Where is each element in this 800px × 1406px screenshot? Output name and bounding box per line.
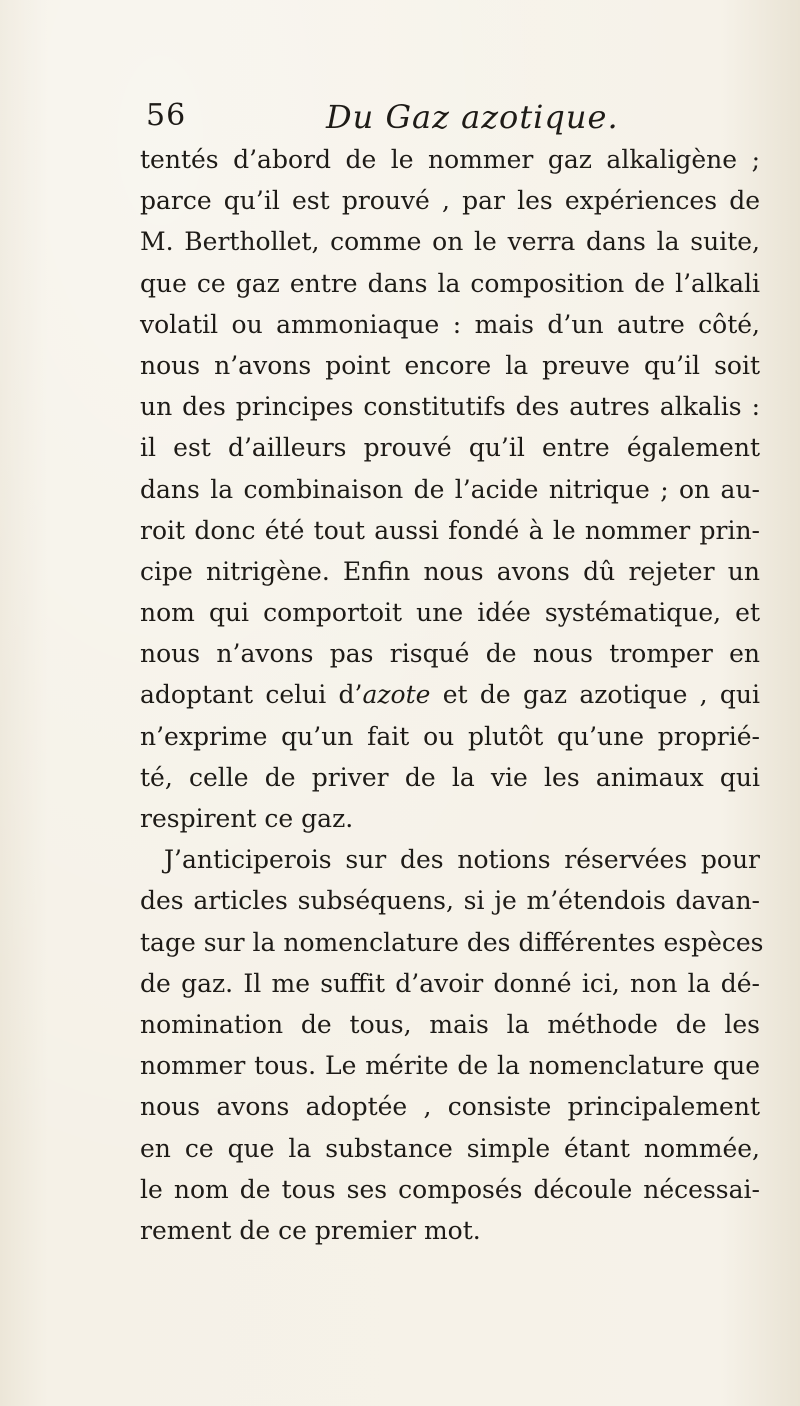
- text-line: té, celle de priver de la vie les animaux qui: [140, 762, 760, 792]
- text-line: volatil ou ammoniaque : mais d’un autre côté,: [140, 309, 760, 339]
- page-number: 56: [146, 98, 187, 133]
- text-line: respirent ce gaz.: [140, 804, 354, 833]
- paragraph-start-line: J’anticiperois sur des notions réservées pour: [164, 845, 760, 875]
- text-line: tentés d’abord de le nommer gaz alkaligène ;: [140, 145, 760, 174]
- text-line: nous avons adoptée , consiste principalement: [140, 1092, 760, 1122]
- text-line: roit donc été tout aussi fondé à le nommer prin-: [140, 515, 760, 545]
- text-line: que ce gaz entre dans la composition de l’alkali: [140, 268, 760, 298]
- text-segment: et de gaz azotique , qui: [430, 680, 761, 710]
- text-line: nom qui comportoit une idée systématique, et: [140, 598, 760, 628]
- text-line: le nom de tous ses composés découle nécessai-: [140, 1174, 760, 1204]
- body-text: [140, 139, 764, 1251]
- text-line: n’exprime qu’un fait ou plutôt qu’une proprié-: [140, 721, 760, 751]
- text-line: M. Berthollet, comme on le verra dans la suite,: [140, 227, 760, 257]
- text-line: cipe nitrigène. Enfin nous avons dû rejeter un: [140, 556, 760, 586]
- italic-term-azote: azote: [362, 680, 431, 710]
- text-line: dans la combinaison de l’acide nitrique ; on au-: [140, 474, 760, 504]
- text-line: rement de ce premier mot.: [140, 1215, 481, 1245]
- text-line: nommer tous. Le mérite de la nomenclature que: [140, 1051, 760, 1081]
- text-line: des articles subséquens, si je m’étendois davan-: [140, 886, 760, 916]
- page-header: [146, 98, 706, 144]
- running-title: Du Gaz azotique.: [326, 98, 619, 136]
- text-line: il est d’ailleurs prouvé qu’il entre également: [140, 433, 760, 463]
- text-line: de gaz. Il me suffit d’avoir donné ici, non la dé-: [140, 968, 760, 998]
- text-line: nous n’avons pas risqué de nous tromper en: [140, 639, 760, 669]
- text-line: un des principes constitutifs des autres alkalis :: [140, 392, 760, 422]
- text-line: tage sur la nomenclature des différentes espèces: [140, 927, 764, 957]
- text-line: nous n’avons point encore la preuve qu’il soit: [140, 350, 760, 380]
- text-segment: adoptant celui d’: [140, 680, 363, 710]
- text-line: nomination de tous, mais la méthode de les: [140, 1009, 760, 1039]
- text-line: en ce que la substance simple étant nommée,: [140, 1133, 760, 1163]
- text-line-azote: [140, 674, 760, 715]
- text-line: parce qu’il est prouvé , par les expériences de: [140, 186, 760, 216]
